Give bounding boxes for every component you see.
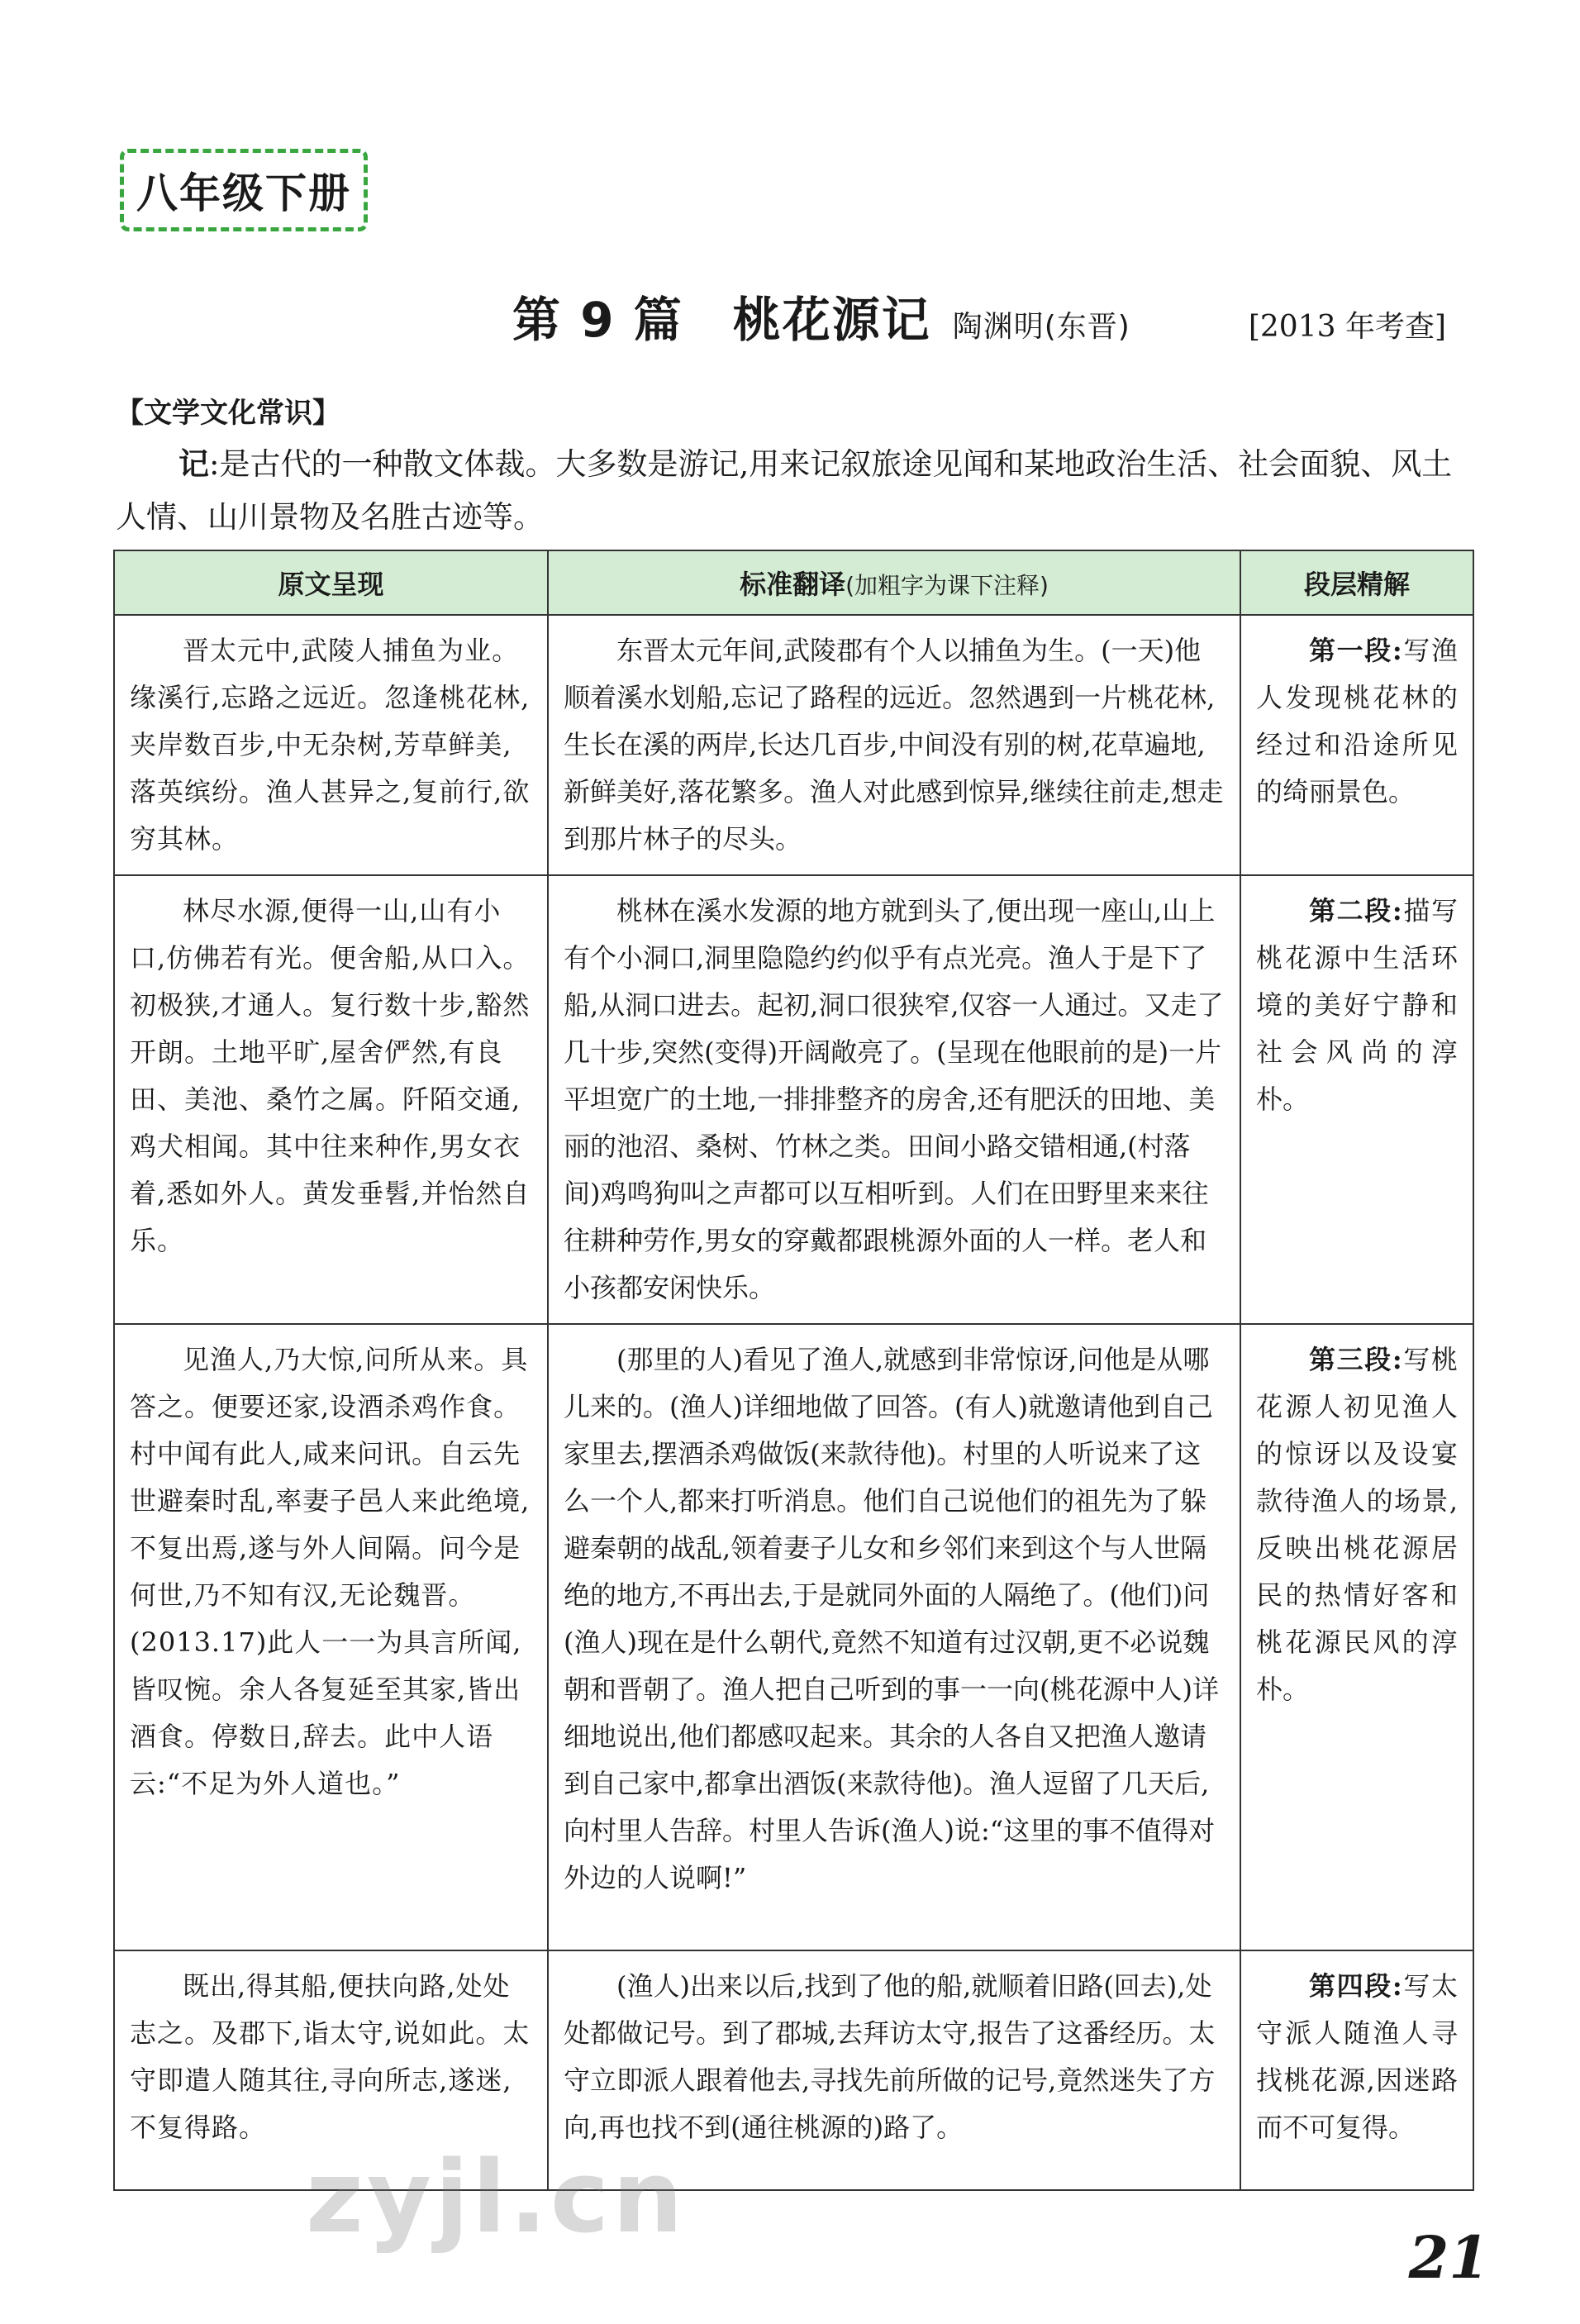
header-original: 原文呈现 <box>114 550 548 615</box>
grade-label: 八年级下册 <box>120 149 368 231</box>
header-analysis: 段层精解 <box>1240 550 1473 615</box>
translation-text: (那里的人)看见了渔人,就感到非常惊讶,问他是从哪儿来的。(渔人)详细地做了回答。(有人)就邀请他到自己家里去,摆酒杀鸡做饭(来款待他)。村里的人听说来了这么一个人,都来打听消息。他们自己说他们的祖先为了躲避秦朝的战乱,领着妻子儿女和乡邻们来到这个与人世隔绝的地方,不再出去,于是就同外面的人隔绝了。(他们)问(渔人)现在是什么朝代,竟然不知道有过汉朝,更不必说魏朝和晋朝了。渔人把自己听到的事一一向(桃花源中人)详细地说出,他们都感叹起来。其余的人各自又把渔人邀请到自己家中,都拿出酒饭(来款待他)。渔人逗留了几天后,向村里人告辞。村里人告诉(渔人)说:“这里的事不值得对外边的人说啊!” <box>548 1324 1240 1950</box>
work-title: 桃花源记 <box>732 292 931 348</box>
analysis-label: 第一段: <box>1309 635 1402 666</box>
exam-year: [2013 年考查] <box>1248 310 1446 344</box>
original-text: 林尽水源,便得一山,山有小口,仿佛若有光。便舍船,从口入。初极狭,才通人。复行数十步,豁然开朗。土地平旷,屋舍俨然,有良田、美池、桑竹之属。阡陌交通,鸡犬相闻。其中往来种作,男女衣着,悉如外人。黄发垂髫,并怡然自乐。 <box>114 875 548 1324</box>
intro-paragraph <box>116 438 1471 544</box>
intro-term: 记 <box>178 446 209 482</box>
paragraph-analysis <box>1240 615 1473 875</box>
translation-table <box>113 550 1474 2191</box>
translation-text: 桃林在溪水发源的地方就到头了,便出现一座山,山上有个小洞口,洞里隐隐约约似乎有点光亮。渔人于是下了船,从洞口进去。起初,洞口很狭窄,仅容一人通过。又走了几十步,突然(变得)开阔敞亮了。(呈现在他眼前的是)一片平坦宽广的土地,一排排整齐的房舍,还有肥沃的田地、美丽的池沼、桑树、竹林之类。田间小路交错相通,(村落间)鸡鸣狗叫之声都可以互相听到。人们在田野里来来往往耕种劳作,男女的穿戴都跟桃源外面的人一样。老人和小孩都安闲快乐。 <box>548 875 1240 1324</box>
translation-text: (渔人)出来以后,找到了他的船,就顺着旧路(回去),处处都做记号。到了郡城,去拜访太守,报告了这番经历。太守立即派人跟着他去,寻找先前所做的记号,竟然迷失了方向,再也找不到(通往桃源的)路了。 <box>548 1950 1240 2190</box>
table-row <box>114 615 1473 875</box>
translation-text: 东晋太元年间,武陵郡有个人以捕鱼为生。(一天)他顺着溪水划船,忘记了路程的远近。忽然遇到一片桃花林,生长在溪的两岸,长达几百步,中间没有别的树,花草遍地,新鲜美好,落花繁多。渔人对此感到惊异,继续往前走,想走到那片林子的尽头。 <box>548 615 1240 875</box>
chapter-number: 第 9 篇 <box>512 292 683 348</box>
analysis-text: 写太守派人随渔人寻找桃花源,因迷路而不可复得。 <box>1256 1970 1458 2143</box>
watermark: zyjl.cn <box>306 2141 687 2255</box>
title-row <box>512 281 1446 347</box>
section-heading: 【文学文化常识】 <box>116 397 340 430</box>
table-row <box>114 1324 1473 1950</box>
table-row <box>114 875 1473 1324</box>
original-text: 见渔人,乃大惊,问所从来。具答之。便要还家,设酒杀鸡作食。村中闻有此人,咸来问讯。自云先世避秦时乱,率妻子邑人来此绝境,不复出焉,遂与外人间隔。问今是何世,乃不知有汉,无论魏晋。(2013.17)此人一一为具言所闻,皆叹惋。余人各复延至其家,皆出酒食。停数日,辞去。此中人语云:“不足为外人道也。” <box>114 1324 548 1950</box>
analysis-text: 写渔人发现桃花林的经过和沿途所见的绮丽景色。 <box>1256 635 1458 807</box>
original-text: 既出,得其船,便扶向路,处处志之。及郡下,诣太守,说如此。太守即遣人随其往,寻向所志,遂迷,不复得路。 <box>114 1950 548 2190</box>
header-translation-label: 标准翻译 <box>740 569 846 600</box>
analysis-text: 写桃花源人初见渔人的惊讶以及设宴款待渔人的场景,反映出桃花源居民的热情好客和桃花源民风的淳朴。 <box>1256 1344 1458 1705</box>
analysis-text: 描写桃花源中生活环境的美好宁静和社会风尚的淳朴。 <box>1256 895 1458 1115</box>
original-text: 晋太元中,武陵人捕鱼为业。缘溪行,忘路之远近。忽逢桃花林,夹岸数百步,中无杂树,芳草鲜美,落英缤纷。渔人甚异之,复前行,欲穷其林。 <box>114 615 548 875</box>
paragraph-analysis <box>1240 875 1473 1324</box>
header-translation <box>548 550 1240 615</box>
analysis-label: 第二段: <box>1309 895 1402 926</box>
header-translation-note: (加粗字为课下注释) <box>845 572 1049 599</box>
author: 陶渊明(东晋) <box>952 310 1130 344</box>
paragraph-analysis <box>1240 1324 1473 1950</box>
table-header-row <box>114 550 1473 615</box>
paragraph-analysis <box>1240 1950 1473 2190</box>
analysis-label: 第三段: <box>1309 1344 1402 1375</box>
page-number: 21 <box>1408 2223 1489 2292</box>
analysis-label: 第四段: <box>1309 1970 1402 2002</box>
intro-text: :是古代的一种散文体裁。大多数是游记,用来记叙旅途见闻和某地政治生活、社会面貌、风土人情、山川景物及名胜古迹等。 <box>116 446 1453 535</box>
